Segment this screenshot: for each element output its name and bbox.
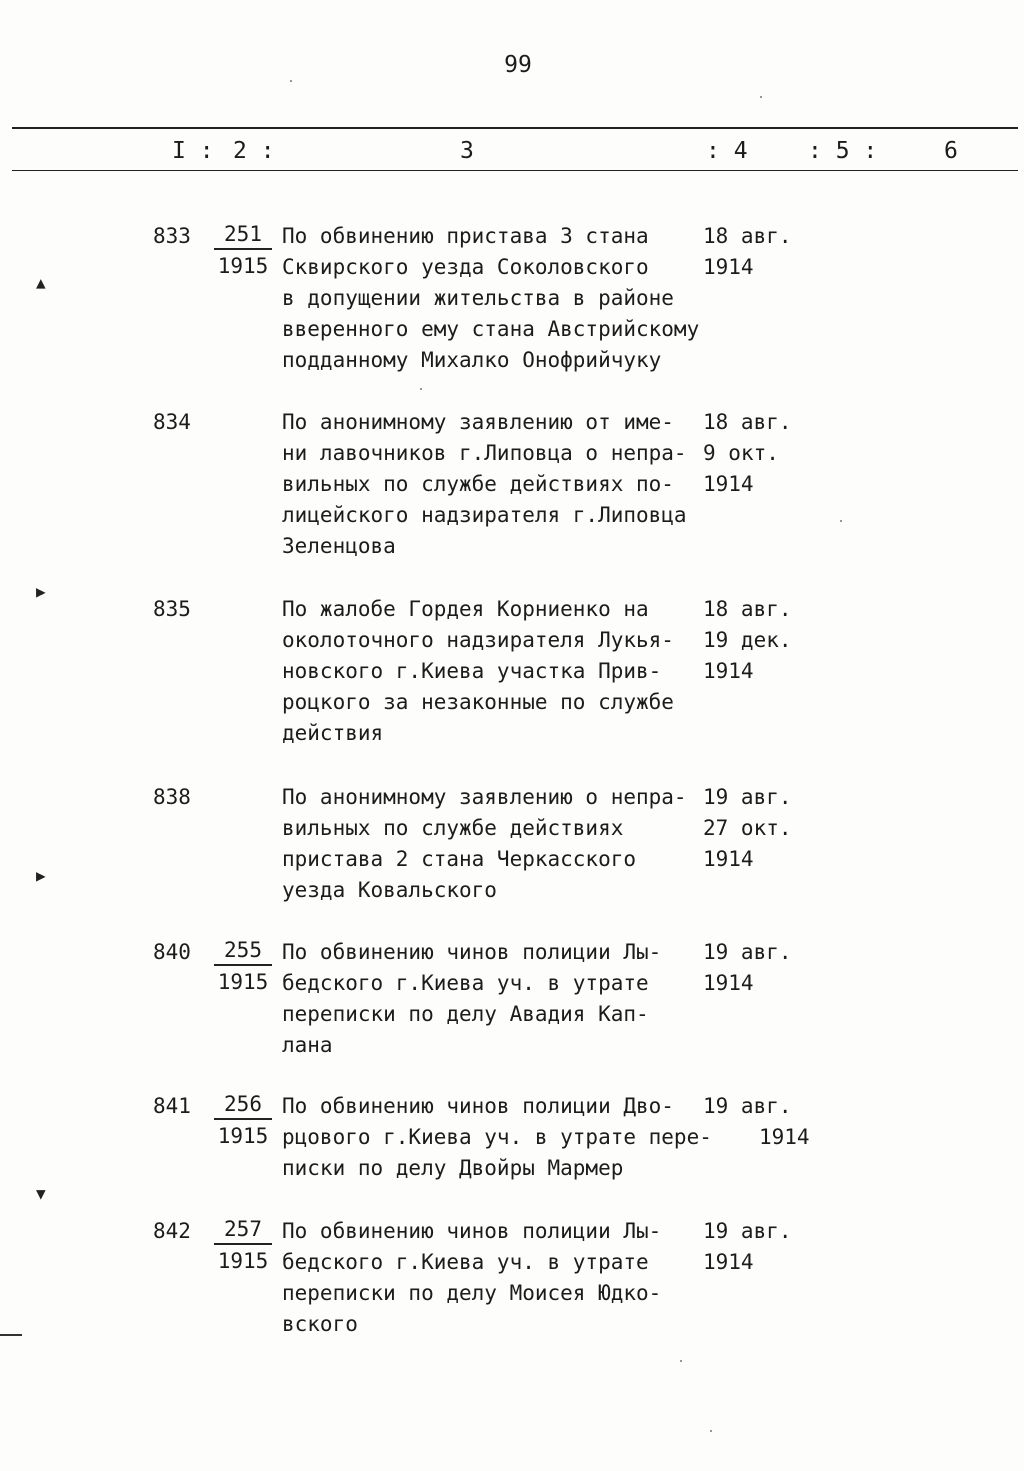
date-line: 1914 (703, 472, 754, 496)
description-line: переписки по делу Моисея Юдко- (282, 1281, 662, 1305)
description-line: пристава 2 стана Черкасского (282, 847, 637, 871)
binding-hole-mark-icon: ▶ (36, 582, 46, 601)
record-description (282, 782, 702, 906)
column-header-5: : 5 : (808, 138, 878, 164)
description-line: Зеленцова (282, 534, 396, 558)
record-description (282, 594, 702, 749)
description-line: По обвинению пристава 3 стана (282, 224, 649, 248)
reference-number: 251 (214, 221, 272, 250)
description-line: По обвинению чинов полиции Лы- (282, 1219, 662, 1243)
record-number: 840 (153, 940, 191, 964)
description-line: По анонимному заявлению о непра- (282, 785, 687, 809)
binding-hole-mark-icon: ▶ (36, 866, 46, 885)
record-number: 842 (153, 1219, 191, 1243)
record-dates (703, 221, 813, 283)
scan-speck (680, 1360, 682, 1362)
date-line: 1914 (703, 971, 754, 995)
archive-reference (214, 1091, 272, 1153)
reference-year: 1915 (217, 1124, 269, 1148)
record-dates (703, 937, 813, 999)
record-dates (703, 782, 813, 875)
description-line: лана (282, 1033, 333, 1057)
date-line: 18 авг. (703, 410, 792, 434)
description-line: рцового г.Киева уч. в утрате пере- (282, 1125, 712, 1149)
date-line: 1914 (703, 659, 754, 683)
reference-number: 256 (214, 1091, 272, 1120)
description-line: уезда Ковальского (282, 878, 497, 902)
description-line: вского (282, 1312, 358, 1336)
record-number: 834 (153, 410, 191, 434)
date-line: 19 авг. (703, 785, 792, 809)
description-line: вильных по службе действиях по- (282, 472, 674, 496)
column-header-1: I : (172, 138, 214, 164)
description-line: По обвинению чинов полиции Дво- (282, 1094, 674, 1118)
record-number: 833 (153, 224, 191, 248)
description-line: По анонимному заявлению от име- (282, 410, 674, 434)
scan-speck (840, 520, 842, 522)
binding-hole-mark-icon: ▲ (36, 273, 46, 292)
date-line: 18 авг. (703, 224, 792, 248)
description-line: роцкого за незаконные по службе (282, 690, 674, 714)
date-line: 9 окт. (703, 441, 779, 465)
description-line: По жалобе Гордея Корниенко на (282, 597, 649, 621)
description-line: околоточного надзирателя Лукья- (282, 628, 674, 652)
date-line: 19 авг. (703, 940, 792, 964)
record-dates (703, 594, 813, 687)
reference-year: 1915 (217, 970, 269, 994)
description-line: ни лавочников г.Липовца о непра- (282, 441, 687, 465)
date-line: 19 дек. (703, 628, 792, 652)
description-line: в допущении жительства в районе (282, 286, 674, 310)
archive-reference (214, 1216, 272, 1278)
record-description (282, 1091, 712, 1184)
description-line: бедского г.Киева уч. в утрате (282, 971, 649, 995)
column-header-3: 3 (460, 138, 474, 164)
description-line: вверенного ему стана Австрийскому (282, 317, 700, 341)
scan-speck (290, 80, 292, 82)
date-line: 18 авг. (703, 597, 792, 621)
date-line: 1914 (703, 847, 754, 871)
column-header-2: 2 : (233, 138, 275, 164)
record-dates (703, 1216, 813, 1278)
reference-year: 1915 (217, 1249, 269, 1273)
description-line: Сквирского уезда Соколовского (282, 255, 649, 279)
description-line: лицейского надзирателя г.Липовца (282, 503, 687, 527)
reference-year: 1915 (217, 254, 269, 278)
date-line: 19 авг. (703, 1219, 792, 1243)
scan-speck (710, 1430, 712, 1432)
description-line: переписки по делу Авадия Кап- (282, 1002, 649, 1026)
description-line: бедского г.Киева уч. в утрате (282, 1250, 649, 1274)
archive-reference (214, 221, 272, 283)
scan-speck (760, 96, 762, 98)
record-number: 838 (153, 785, 191, 809)
header-bottom-rule (12, 170, 1018, 171)
description-line: действия (282, 721, 384, 745)
description-line: По обвинению чинов полиции Лы- (282, 940, 662, 964)
description-line: новского г.Киева участка Прив- (282, 659, 662, 683)
margin-stroke (0, 1334, 22, 1336)
column-header-4: : 4 (706, 138, 748, 164)
description-line: подданному Михалко Онофрийчуку (282, 348, 662, 372)
date-line: 27 окт. (703, 816, 792, 840)
page-number: 99 (504, 52, 532, 78)
record-number: 841 (153, 1094, 191, 1118)
record-description (282, 221, 702, 376)
date-line: 1914 (703, 255, 754, 279)
date-line: 1914 (703, 1250, 754, 1274)
binding-hole-mark-icon: ▼ (36, 1184, 46, 1203)
record-dates (703, 407, 813, 500)
archive-reference (214, 937, 272, 999)
description-line: писки по делу Двойры Мармер (282, 1156, 624, 1180)
record-number: 835 (153, 597, 191, 621)
record-dates (703, 1091, 813, 1153)
column-header-6: 6 (944, 138, 958, 164)
description-line: вильных по службе действиях (282, 816, 624, 840)
scan-speck (420, 388, 422, 390)
reference-number: 257 (214, 1216, 272, 1245)
header-top-rule (12, 127, 1018, 129)
record-description (282, 937, 702, 1061)
date-line: 19 авг. (703, 1094, 792, 1118)
reference-number: 255 (214, 937, 272, 966)
date-line: 1914 (759, 1125, 810, 1149)
record-description (282, 407, 702, 562)
record-description (282, 1216, 702, 1340)
